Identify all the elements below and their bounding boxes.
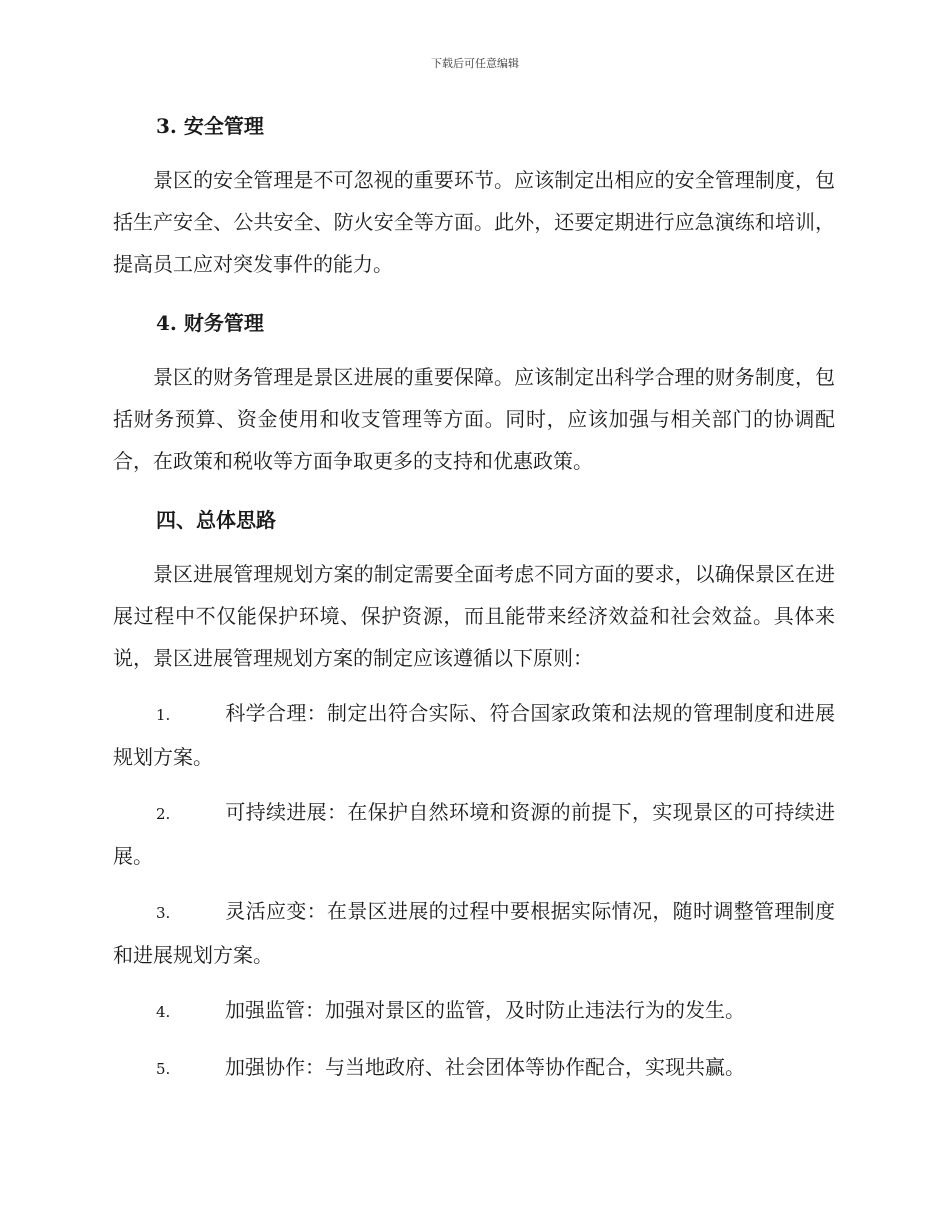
list-number: 2.: [156, 805, 171, 823]
document-body: [113, 108, 835, 1090]
list-text: 科学合理：制定出符合实际、符合国家政策和法规的管理制度和进展规划方案。: [113, 701, 835, 769]
principle-list-item: [113, 692, 835, 778]
principle-list-item: [113, 989, 835, 1033]
principle-list-item: [113, 1046, 835, 1090]
list-number: 1.: [156, 706, 171, 724]
list-number: 4.: [156, 1003, 171, 1021]
section-heading-safety: 3. 安全管理: [156, 114, 264, 138]
list-number: 3.: [156, 904, 171, 922]
section-paragraph-safety: 景区的安全管理是不可忽视的重要环节。应该制定出相应的安全管理制度，包括生产安全、公共安全、防火安全等方面。此外，还要定期进行应急演练和培训，提高员工应对突发事件的能力。: [113, 168, 835, 276]
principle-list-item: [113, 791, 835, 877]
section-paragraph-finance: 景区的财务管理是景区进展的重要保障。应该制定出科学合理的财务制度，包括财务预算、资金使用和收支管理等方面。同时，应该加强与相关部门的协调配合，在政策和税收等方面争取更多的支持和优惠政策。: [113, 365, 835, 473]
list-text: 加强监管：加强对景区的监管，及时防止违法行为的发生。: [225, 998, 745, 1022]
list-text: 灵活应变：在景区进展的过程中要根据实际情况，随时调整管理制度和进展规划方案。: [113, 899, 835, 967]
list-number: 5.: [156, 1060, 171, 1078]
list-text: 加强协作：与当地政府、社会团体等协作配合，实现共赢。: [225, 1055, 745, 1079]
list-text: 可持续进展：在保护自然环境和资源的前提下，实现景区的可持续进展。: [113, 800, 835, 868]
page-header: 下载后可任意编辑: [431, 57, 519, 70]
section-heading-overall-approach: 四、总体思路: [156, 508, 276, 532]
principle-list-item: [113, 890, 835, 976]
section-paragraph-overall-approach: 景区进展管理规划方案的制定需要全面考虑不同方面的要求，以确保景区在进展过程中不仅能保护环境、保护资源，而且能带来经济效益和社会效益。具体来说，景区进展管理规划方案的制定应该遵循以下原则：: [113, 562, 835, 670]
section-heading-finance: 4. 财务管理: [156, 311, 264, 335]
